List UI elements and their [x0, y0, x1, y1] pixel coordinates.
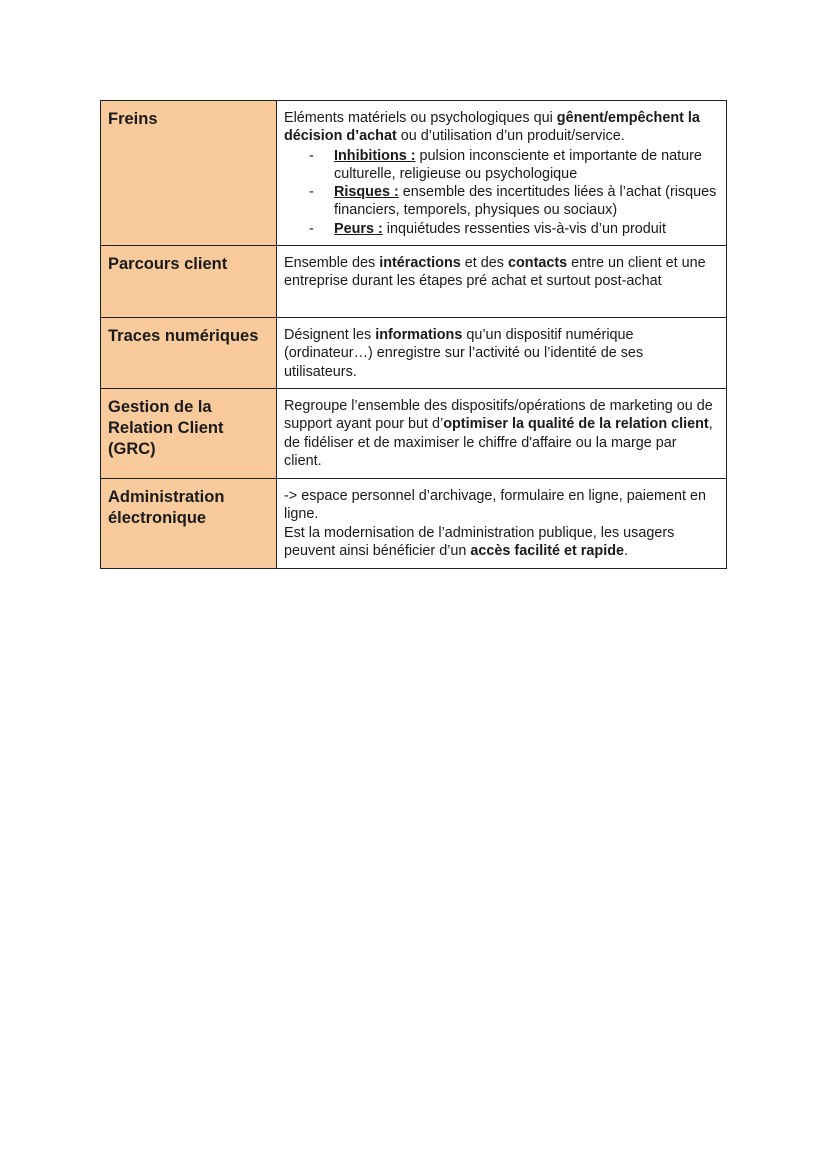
definition-text: -> espace personnel d’archivage, formulaire en ligne, paiement en ligne.	[284, 488, 706, 523]
term-label: Administration électronique	[108, 488, 225, 528]
definition-cell	[277, 389, 727, 479]
glossary-table	[100, 100, 727, 569]
dash-bullet: -	[309, 220, 314, 237]
definition-cell	[277, 318, 727, 389]
term-cell	[101, 101, 277, 246]
definition-bold: optimiser la qualité de la relation client	[443, 416, 709, 433]
definition-text: Désignent les	[284, 327, 376, 344]
definition-cell	[277, 479, 727, 569]
term-label: Traces numériques	[108, 327, 259, 346]
definition-text: ou d’utilisation d’un produit/service.	[396, 128, 625, 145]
list-item-text: ensemble des incertitudes liées à l’achat (risques financiers, temporels, physiques ou sociaux)	[334, 184, 717, 219]
definition-text: , de fidéliser et de maximiser le chiffre d'affaire ou la marge par client.	[284, 416, 713, 469]
definition-paragraph	[284, 524, 718, 561]
definition-text: et des	[460, 255, 508, 272]
term-label: Gestion de la Relation Client (GRC)	[108, 398, 224, 459]
keyword: Inhibitions :	[334, 147, 416, 164]
definition-list	[284, 147, 718, 238]
list-item	[309, 220, 718, 238]
definition-text: Ensemble des	[284, 255, 380, 272]
definition-text: .	[624, 542, 628, 559]
definition-text: qu’un dispositif numérique (ordinateur…) enregistre sur l’activité ou l’identité de ses utilisateurs.	[284, 327, 644, 380]
definition-bold: contacts	[507, 255, 568, 272]
term-label: Parcours client	[108, 255, 228, 274]
term-cell	[101, 479, 277, 569]
list-item	[309, 183, 718, 220]
definition-bold: accès facilité et rapide	[470, 542, 624, 559]
definition-text: Eléments matériels ou psychologiques qui	[284, 110, 557, 126]
list-item-text: inquiétudes ressenties vis-à-vis d’un produit	[382, 220, 666, 237]
definition-cell	[277, 101, 727, 246]
dash-bullet: -	[309, 184, 314, 201]
term-cell	[101, 318, 277, 389]
definition-text: Regroupe l’ensemble des dispositifs/opérations de marketing ou de support ayant pour but d’	[284, 398, 713, 433]
table-row	[101, 318, 727, 389]
term-cell	[101, 246, 277, 318]
definition-text: Est la modernisation de l’administration publique, les usagers peuvent ainsi bénéficier d’un	[284, 524, 675, 559]
table-row	[101, 479, 727, 569]
definition-cell	[277, 246, 727, 318]
definition-text: entre un client et une entreprise durant les étapes pré achat et surtout post-achat	[284, 255, 706, 290]
term-cell	[101, 389, 277, 479]
definition-bold: intéractions	[379, 255, 461, 272]
list-item-text: pulsion inconsciente et importante de nature culturelle, religieuse ou psychologique	[334, 147, 702, 182]
table-row	[101, 101, 727, 246]
table-row	[101, 389, 727, 479]
definition-intro	[284, 109, 718, 146]
table-row	[101, 246, 727, 318]
list-item	[309, 147, 718, 184]
keyword: Risques :	[334, 184, 399, 201]
dash-bullet: -	[309, 147, 314, 164]
definition-bold: informations	[375, 327, 463, 344]
definition-bold: gênent/empêchent la décision d’achat	[284, 110, 700, 145]
term-label: Freins	[108, 110, 158, 128]
keyword: Peurs :	[334, 220, 383, 237]
